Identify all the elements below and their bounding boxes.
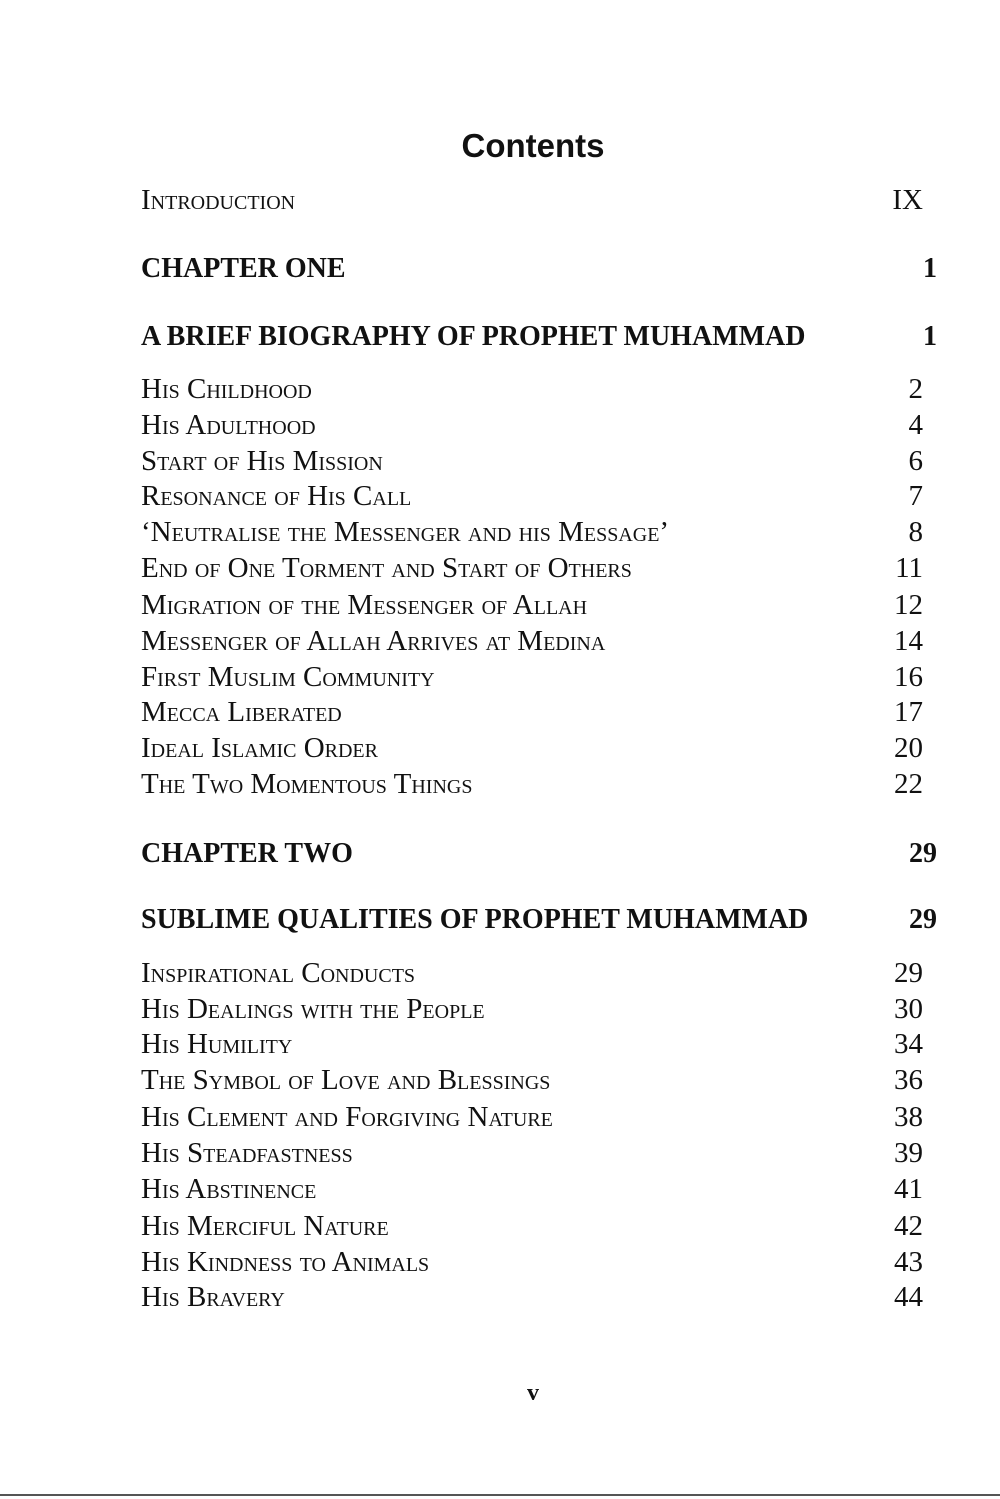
toc-entry-page: 14	[894, 624, 923, 657]
toc-entry-label: His Bravery	[141, 1280, 285, 1313]
toc-entry-label: His Humility	[141, 1027, 293, 1060]
toc-entry[interactable]	[141, 1026, 923, 1062]
toc-heading-page: 29	[909, 838, 937, 869]
toc-entry[interactable]	[141, 1099, 923, 1135]
toc-entry-page: IX	[892, 183, 923, 216]
toc-entry[interactable]	[141, 623, 923, 659]
toc-entry[interactable]	[141, 478, 923, 514]
toc-entry[interactable]	[141, 587, 923, 623]
toc-entry-page: 7	[908, 479, 923, 512]
toc-entry-page: 39	[894, 1136, 923, 1169]
toc-heading-label: CHAPTER TWO	[141, 838, 353, 869]
toc-entry-label: Migration of the Messenger of Allah	[141, 588, 588, 621]
toc-entry[interactable]	[141, 1208, 923, 1244]
toc-entry[interactable]	[141, 443, 923, 479]
toc-entry[interactable]	[141, 730, 923, 766]
toc-section-biography[interactable]	[141, 319, 937, 355]
toc-entry-label: His Steadfastness	[141, 1136, 353, 1169]
toc-heading-label: A BRIEF BIOGRAPHY OF PROPHET MUHAMMAD	[141, 321, 806, 352]
toc-entry-page: 8	[908, 515, 923, 548]
toc-entry[interactable]	[141, 407, 923, 443]
toc-entry-page: 36	[894, 1063, 923, 1096]
toc-entry-page: 38	[894, 1100, 923, 1133]
toc-heading-page: 29	[909, 904, 937, 935]
toc-entry[interactable]	[141, 955, 923, 991]
toc-entry[interactable]	[141, 514, 923, 550]
toc-entry-page: 4	[908, 408, 923, 441]
toc-entry[interactable]	[141, 1279, 923, 1315]
toc-entry[interactable]	[141, 694, 923, 730]
toc-entry[interactable]	[141, 659, 923, 695]
toc-heading-label: SUBLIME QUALITIES OF PROPHET MUHAMMAD	[141, 904, 809, 935]
toc-heading-label: CHAPTER ONE	[141, 253, 346, 284]
toc-entry-page: 43	[894, 1245, 923, 1278]
toc-entry-label: Introduction	[141, 183, 296, 216]
toc-entry[interactable]	[141, 550, 923, 586]
toc-entry-label: Messenger of Allah Arrives at Medina	[141, 624, 606, 657]
toc-entry-label: His Dealings with the People	[141, 992, 485, 1025]
page-title: Contents	[461, 127, 605, 164]
toc-entry-page: 34	[894, 1027, 923, 1060]
toc-entry-label: Mecca Liberated	[141, 695, 342, 728]
toc-entry-page: 17	[894, 695, 923, 728]
toc-entry-label: Start of His Mission	[141, 444, 383, 477]
toc-entry-page: 22	[894, 767, 923, 800]
toc-entry-page: 29	[894, 956, 923, 989]
toc-entry-label: His Adulthood	[141, 408, 316, 441]
toc-entry[interactable]	[141, 991, 923, 1027]
toc-entry-label: End of One Torment and Start of Others	[141, 551, 632, 584]
toc-entry-label: The Symbol of Love and Blessings	[141, 1063, 551, 1096]
toc-entry[interactable]	[141, 1171, 923, 1207]
toc-section-qualities[interactable]	[141, 902, 937, 938]
toc-entry-page: 16	[894, 660, 923, 693]
toc-entry-label: His Merciful Nature	[141, 1209, 389, 1242]
toc-entry-label: Ideal Islamic Order	[141, 731, 378, 764]
toc-entry-label: His Childhood	[141, 372, 312, 405]
toc-entry-page: 12	[894, 588, 923, 621]
toc-entry-introduction[interactable]	[141, 182, 923, 218]
toc-entry[interactable]	[141, 1244, 923, 1280]
toc-heading-page: 1	[923, 321, 937, 352]
toc-entry-page: 20	[894, 731, 923, 764]
toc-entry[interactable]	[141, 766, 923, 802]
toc-entry-page: 42	[894, 1209, 923, 1242]
toc-entry[interactable]	[141, 1062, 923, 1098]
toc-entry-page: 30	[894, 992, 923, 1025]
toc-entry-label: His Clement and Forgiving Nature	[141, 1100, 553, 1133]
toc-entry-label: Inspirational Conducts	[141, 956, 416, 989]
toc-entry[interactable]	[141, 1135, 923, 1171]
toc-entry-page: 41	[894, 1172, 923, 1205]
page-number: v	[527, 1380, 539, 1406]
toc-entry-label: His Kindness to Animals	[141, 1245, 430, 1278]
toc-entry-page: 11	[895, 551, 923, 584]
toc-entry[interactable]	[141, 371, 923, 407]
toc-chapter-one[interactable]	[141, 251, 937, 287]
toc-entry-label: The Two Momentous Things	[141, 767, 473, 800]
toc-entry-page: 44	[894, 1280, 923, 1313]
page-bottom-border	[0, 1494, 1000, 1496]
toc-entry-label: His Abstinence	[141, 1172, 317, 1205]
toc-chapter-two[interactable]	[141, 836, 937, 872]
toc-entry-label: Resonance of His Call	[141, 479, 412, 512]
toc-entry-label: First Muslim Community	[141, 660, 435, 693]
toc-entry-page: 6	[908, 444, 923, 477]
toc-entry-page: 2	[908, 372, 923, 405]
toc-heading-page: 1	[923, 253, 937, 284]
toc-entry-label: ‘Neutralise the Messenger and his Message’	[141, 515, 670, 548]
